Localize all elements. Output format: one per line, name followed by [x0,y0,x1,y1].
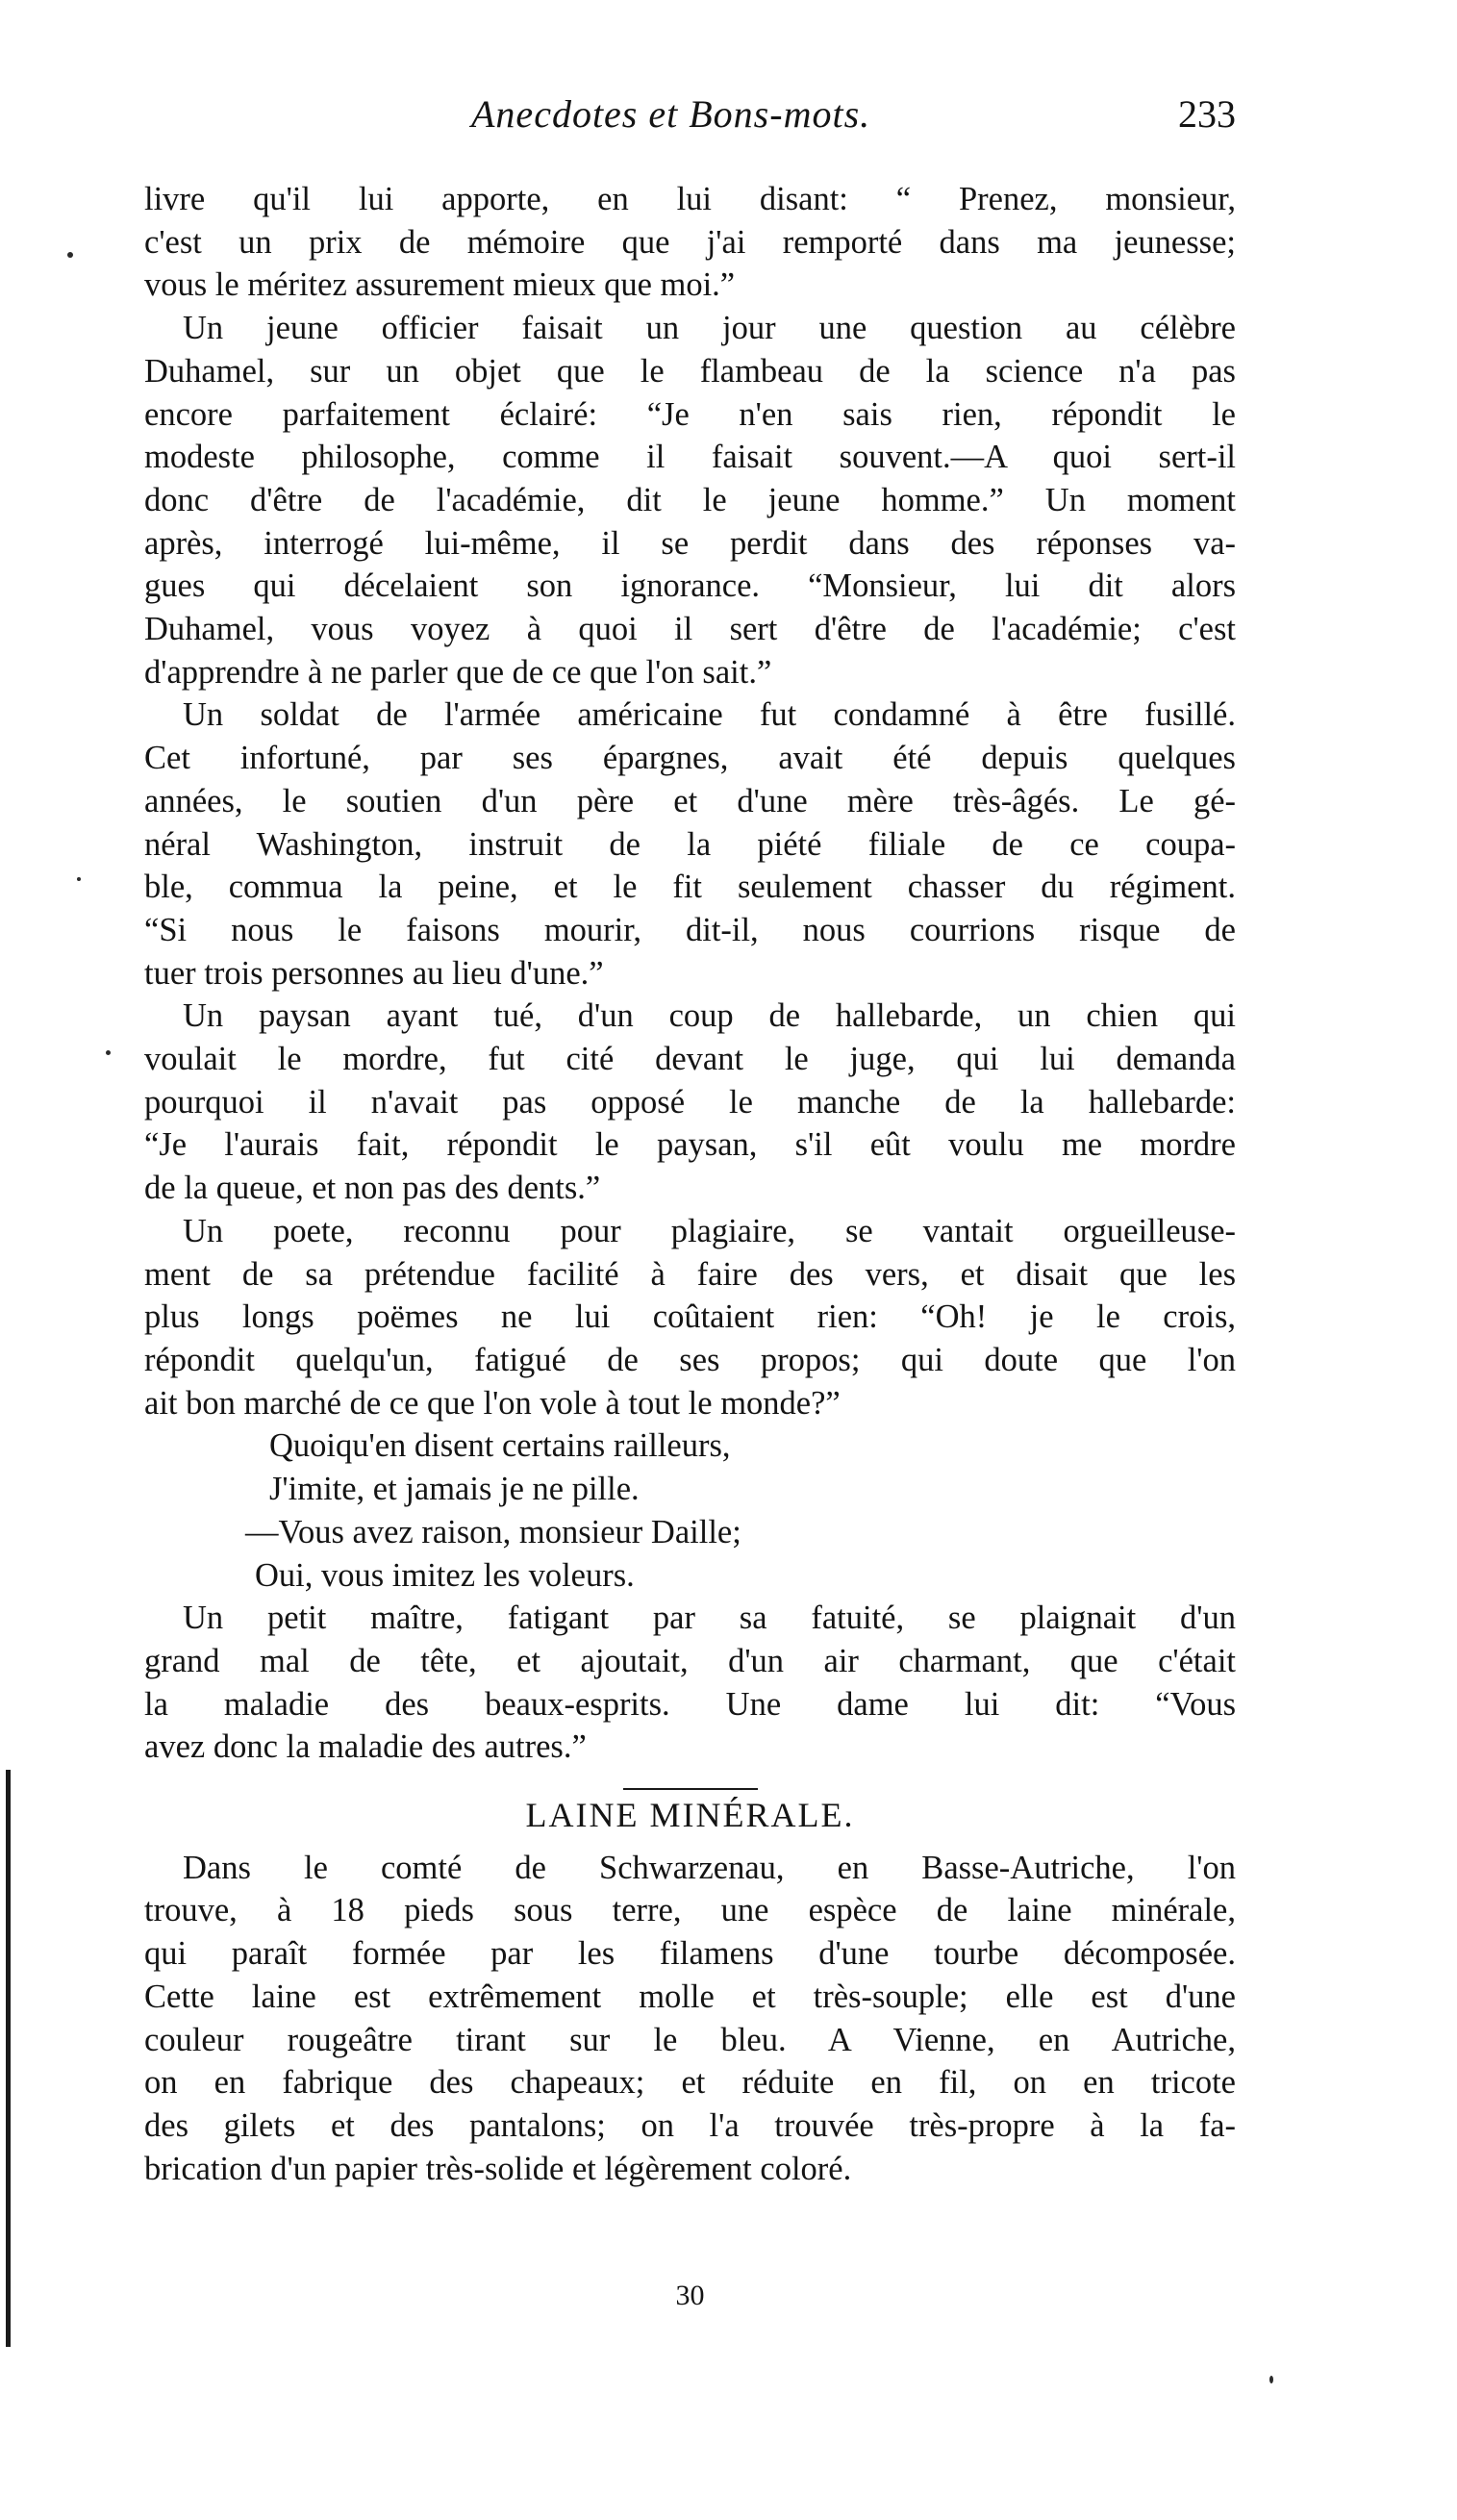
text-line: tuer trois personnes au lieu d'une.” [144,954,604,992]
verse-line: Oui, vous imitez les voleurs. [255,1556,635,1594]
text-line: répondit quelqu'un, fatigué de ses propos; qui doute que l'on [144,1341,1236,1378]
text-line: Cette laine est extrêmement molle et très-souple; elle est d'une [144,1978,1236,2015]
text-line: d'apprendre à ne parler que de ce que l'on sait.” [144,653,772,691]
text-line: couleur rougeâtre tirant sur le bleu. A Vienne, en Autriche, [144,2021,1236,2058]
text-line: “Je l'aurais fait, répondit le paysan, s'il eût voulu me mordre [144,1126,1236,1164]
text-line: des gilets et des pantalons; on l'a trouvée très-propre à la fa- [144,2106,1236,2144]
page-number: 233 [1178,92,1236,136]
section-title [144,1788,1236,1837]
anecdote-poete [144,1210,1236,1425]
text-line: modeste philosophe, comme il faisait souvent.—A quoi sert-il [144,439,1236,476]
text-line: Un poete, reconnu pour plagiaire, se vantait orgueilleuse- [183,1212,1236,1249]
print-speck [106,1050,111,1055]
running-head: Anecdotes et Bons-mots. [471,92,871,136]
text-line: vous le méritez assurement mieux que moi.” [144,266,736,304]
text-line: après, interrogé lui-même, il se perdit dans des réponses va- [144,524,1236,562]
text-line: de la queue, et non pas des dents.” [144,1170,601,1207]
signature-mark: 30 [675,2280,705,2311]
text-line: Duhamel, vous voyez à quoi il sert d'être de l'académie; c'est [144,611,1236,648]
text-line: donc d'être de l'académie, dit le jeune homme.” Un moment [144,481,1236,518]
text-line: livre qu'il lui apporte, en lui disant: “ Prenez, monsieur, [144,181,1236,217]
text-line: avez donc la maladie des autres.” [144,1728,587,1766]
text-line: on en fabrique des chapeaux; et réduite en fil, on en tricote [144,2064,1236,2102]
text-line: la maladie des beaux-esprits. Une dame lui dit: “Vous [144,1685,1236,1723]
print-speck [67,252,73,258]
section-title-text: LAINE MINÉRALE. [525,1796,855,1835]
text-line: gues qui décelaient son ignorance. “Monsieur, lui dit alors [144,567,1236,605]
text-line: ment de sa prétendue facilité à faire des vers, et disait que les [144,1255,1236,1293]
text-line: Un jeune officier faisait un jour une question au célèbre [183,310,1236,347]
anecdote-paysan [144,995,1236,1210]
text-line: néral Washington, instruit de la piété filiale de ce coupa- [144,825,1236,863]
laine-minerale-paragraph [144,1847,1236,2191]
margin-rule [6,1770,11,2347]
text-line: ble, commua la peine, et le fit seulement chasser du régiment. [144,869,1236,906]
text-line: Dans le comté de Schwarzenau, en Basse-Autriche, l'on [183,1849,1236,1886]
text-line: encore parfaitement éclairé: “Je n'en sais rien, répondit le [144,395,1236,433]
anecdote-washington [144,693,1236,995]
page-header [144,91,1236,149]
verse-line: Quoiqu'en disent certains railleurs, [269,1427,731,1465]
anecdote-petit-maitre [144,1597,1236,1769]
text-line: qui paraît formée par les filamens d'une tourbe décomposée. [144,1935,1236,1973]
text-line: Un soldat de l'armée américaine fut condamné à être fusillé. [183,696,1236,734]
print-speck [77,877,81,881]
anecdote-prize [144,178,1236,307]
print-speck [1269,2376,1273,2383]
text-line: pourquoi il n'avait pas opposé le manche de la hallebarde: [144,1083,1236,1121]
text-line: Cet infortuné, par ses épargnes, avait été depuis quelques [144,740,1236,777]
title-rule [623,1788,758,1790]
verse-line: J'imite, et jamais je ne pille. [269,1471,640,1508]
text-line: années, le soutien d'un père et d'une mère très-âgés. Le gé- [144,782,1236,819]
text-line: “Si nous le faisons mourir, dit-il, nous courrions risque de [144,911,1236,948]
verse-block [144,1424,1236,1597]
text-line: brication d'un papier très-solide et légèrement coloré. [144,2150,852,2187]
text-line: trouve, à 18 pieds sous terre, une espèce de laine minérale, [144,1892,1236,1929]
text-line: c'est un prix de mémoire que j'ai remporté dans ma jeunesse; [144,223,1236,261]
body-text [144,178,1236,2190]
text-line: ait bon marché de ce que l'on vole à tout le monde?” [144,1384,841,1422]
text-line: grand mal de tête, et ajoutait, d'un air charmant, que c'était [144,1642,1236,1679]
anecdote-duhamel [144,307,1236,693]
text-line: Un petit maître, fatigant par sa fatuité, se plaignait d'un [183,1600,1236,1637]
text-line: plus longs poëmes ne lui coûtaient rien: “Oh! je le crois, [144,1298,1236,1336]
verse-line: —Vous avez raison, monsieur Daille; [245,1513,741,1550]
text-line: voulait le mordre, fut cité devant le juge, qui lui demanda [144,1041,1236,1078]
text-line: Duhamel, sur un objet que le flambeau de la science n'a pas [144,352,1236,390]
text-line: Un paysan ayant tué, d'un coup de hallebarde, un chien qui [183,997,1236,1035]
